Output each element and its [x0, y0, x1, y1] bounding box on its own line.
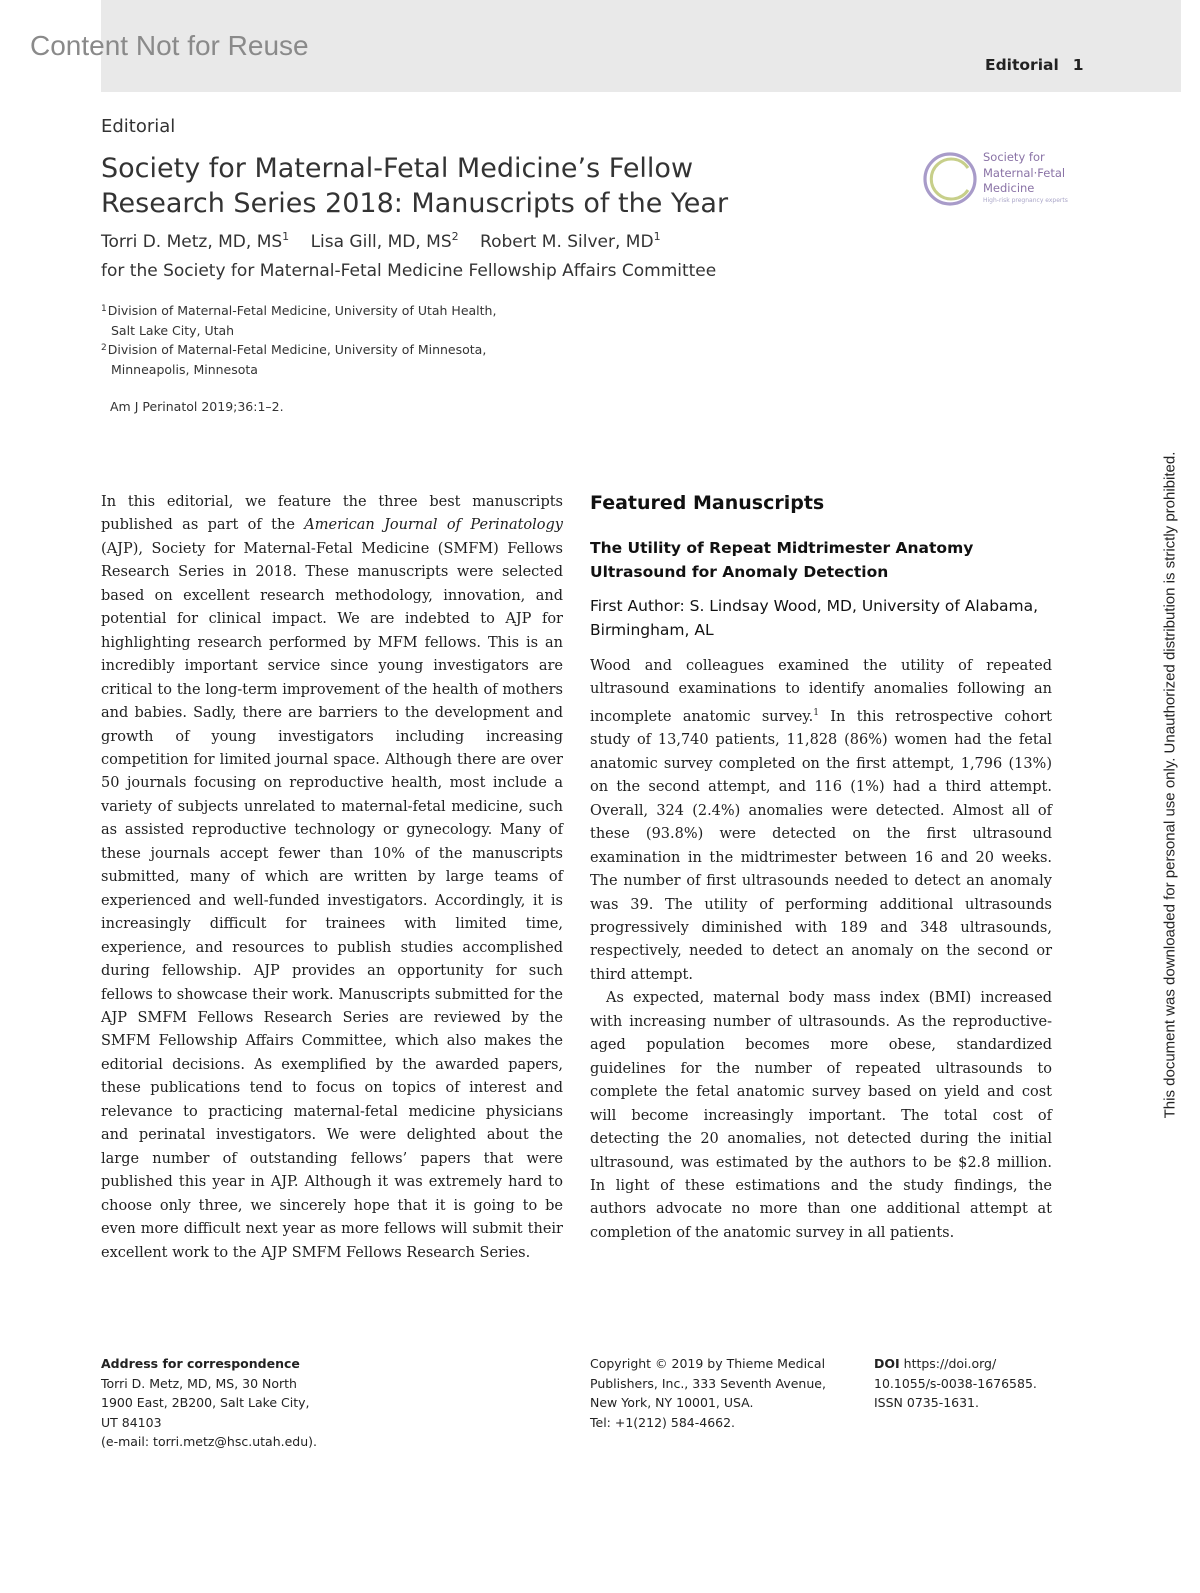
- manuscript-first-author: First Author: S. Lindsay Wood, MD, University of Alabama, Birmingham, AL: [590, 597, 1039, 639]
- manuscript-summary-paragraph: As expected, maternal body mass index (BMI) increased with increasing number of ultrasounds. As the reproductive-aged population becomes more obese, standardized guidelines for the number of repeated ultrasounds to complete the fetal anatomic survey based on yield and cost will become increasingly important. The total cost of detecting the 20 anomalies, not detected during the initial ultrasound, was estimated by the authors to be $2.8 million. In light of these estimations and the study findings, the authors advocate no more than one additional attempt at completion of the anatomic survey in all patients.: [590, 990, 1052, 1241]
- smfm-logo-line-1: Society for: [983, 150, 1045, 164]
- affiliation-line: Division of Maternal-Fetal Medicine, University of Utah Health,: [107, 303, 497, 318]
- issn: ISSN 0735-1631.: [874, 1395, 979, 1410]
- journal-name: American Journal of Perinatology: [304, 517, 564, 534]
- author-list: [101, 230, 677, 252]
- affiliation-mark: 1: [101, 304, 107, 314]
- author: [480, 232, 661, 252]
- journal-citation: Am J Perinatol 2019;36:1–2.: [110, 399, 284, 414]
- intro-paragraph: [101, 491, 563, 1265]
- correspondence-address: [101, 1354, 361, 1452]
- affiliation: [101, 300, 496, 340]
- running-head-label: Editorial: [985, 56, 1059, 74]
- doi-link[interactable]: https://doi.org/: [903, 1356, 997, 1371]
- correspondence-heading: Address for correspondence: [101, 1356, 300, 1371]
- correspondence-line: 1900 East, 2B200, Salt Lake City,: [101, 1395, 310, 1410]
- summary-text: Wood and colleagues examined the utility of repeated ultrasound examinations to identify anomalies following an incomplete anatomic survey.: [590, 658, 1052, 725]
- smfm-logo: [921, 148, 1091, 212]
- affiliation-line: Division of Maternal-Fetal Medicine, University of Minnesota,: [107, 342, 487, 357]
- correspondence-email: (e-mail: torri.metz@hsc.utah.edu).: [101, 1434, 317, 1449]
- smfm-logo-text: [983, 150, 1065, 197]
- copyright-line: Copyright © 2019 by Thieme Medical: [590, 1356, 826, 1371]
- article-title: [101, 151, 881, 221]
- smfm-logo-tagline: High-risk pregnancy experts: [983, 197, 1068, 204]
- section-label: Editorial: [101, 116, 176, 137]
- intro-text: (AJP), Society for Maternal-Fetal Medicine (SMFM) Fellows Research Series in 2018. These manuscripts were selected based on excellent research methodology, innovation, and potential for clinical impact. We are indebted to AJP for highlighting research performed by MFM fellows. This is an incredibly important service since young investigators are critical to the long-term improvement of the health of mothers and babies. Sadly, there are barriers to the development and growth of young investigators including increasing competition for limited journal space. Although there are over 50 journals focusing on reproductive health, most include a variety of subjects unrelated to maternal-fetal medicine, such as assisted reproductive technology or gynecology. Many of these journals accept fewer than 10% of the manuscripts submitted, many of which are written by large teams of experienced and well-funded investigators. Accordingly, it is increasingly difficult for trainees with limited time, experience, and resources to publish studies accomplished during fellowship. AJP provides an opportunity for such fellows to showcase their work. Manuscripts submitted for the AJP SMFM Fellows Research Series are reviewed by the SMFM Fellowship Affairs Committee, which also makes the editorial decisions. As exemplified by the awarded papers, these publications tend to focus on topics of interest and relevance to practicing maternal-fetal medicine physicians and perinatal investigators. We were delighted about the large number of outstanding fellows’ papers that were published this year in AJP. Although it was extremely hard to choose only three, we sincerely hope that it is going to be even more difficult next year as more fellows will submit their excellent work to the AJP SMFM Fellows Research Series.: [101, 540, 563, 1261]
- page-number: 1: [1072, 56, 1084, 74]
- author-affiliation-mark: 1: [653, 230, 661, 243]
- running-head: [985, 56, 1084, 74]
- affiliation-mark: 2: [101, 343, 107, 353]
- smfm-logo-line-3: Medicine: [983, 181, 1035, 195]
- copyright-notice: [590, 1354, 860, 1432]
- author-name: Lisa Gill, MD, MS: [310, 232, 452, 252]
- copyright-line: Publishers, Inc., 333 Seventh Avenue,: [590, 1375, 826, 1391]
- copyright-line: Tel: +1(212) 584-4662.: [590, 1414, 736, 1430]
- section-heading-featured-manuscripts: Featured Manuscripts: [590, 492, 825, 514]
- doi-label: DOI: [874, 1356, 900, 1371]
- affiliation-line: Minneapolis, Minnesota: [111, 361, 258, 377]
- author: [101, 232, 289, 252]
- smfm-logo-mark-icon: [921, 148, 979, 210]
- author: [311, 232, 459, 252]
- copyright-line: New York, NY 10001, USA.: [590, 1395, 754, 1410]
- summary-text: In this retrospective cohort study of 13,740 patients, 11,828 (86%) women had the fetal anatomic survey completed on the first attempt, 1,796 (13%) on the second attempt, and 116 (1%) had a third attempt. Overall, 324 (2.4%) anomalies were detected. Almost all of these (93.8%) were detected on the first ultrasound examination in the midtrimester between 16 and 20 weeks. The number of first ultrasounds needed to detect an anomaly was 39. The utility of performing additional ultrasounds progressively diminished with 189 and 348 ultrasounds, respectively, needed to detect an anomaly on the second or third attempt.: [590, 708, 1052, 983]
- correspondence-line: Torri D. Metz, MD, MS, 30 North: [101, 1375, 297, 1391]
- doi-link[interactable]: 10.1055/s-0038-1676585.: [874, 1375, 1037, 1391]
- committee-line: for the Society for Maternal-Fetal Medicine Fellowship Affairs Committee: [101, 261, 717, 281]
- author-affiliation-mark: 2: [451, 230, 459, 243]
- manuscript-summary: [590, 655, 1052, 1245]
- affiliation: [101, 339, 486, 379]
- author-affiliation-mark: 1: [282, 230, 290, 243]
- watermark-personal-use: This document was downloaded for personal use only. Unauthorized distribution is strictly prohibited.: [1161, 451, 1179, 1119]
- watermark-content-not-for-reuse: Content Not for Reuse: [30, 30, 309, 61]
- article-title-line-2: Research Series 2018: Manuscripts of the Year: [101, 188, 729, 219]
- intro-text: In this editorial, we feature the three best manuscripts published as part of the: [101, 494, 563, 534]
- article-title-line-1: Society for Maternal-Fetal Medicine’s Fellow: [101, 153, 694, 184]
- smfm-logo-line-2: Maternal·Fetal: [983, 165, 1066, 180]
- manuscript-title: The Utility of Repeat Midtrimester Anatomy Ultrasound for Anomaly Detection: [590, 539, 974, 581]
- correspondence-line: UT 84103: [101, 1414, 162, 1430]
- affiliation-line: Salt Lake City, Utah: [111, 322, 235, 338]
- author-name: Robert M. Silver, MD: [480, 232, 654, 252]
- manuscript-summary-paragraph: [590, 655, 1052, 987]
- doi-block: [874, 1354, 1074, 1413]
- reference-mark: 1: [813, 707, 819, 718]
- author-name: Torri D. Metz, MD, MS: [101, 232, 283, 252]
